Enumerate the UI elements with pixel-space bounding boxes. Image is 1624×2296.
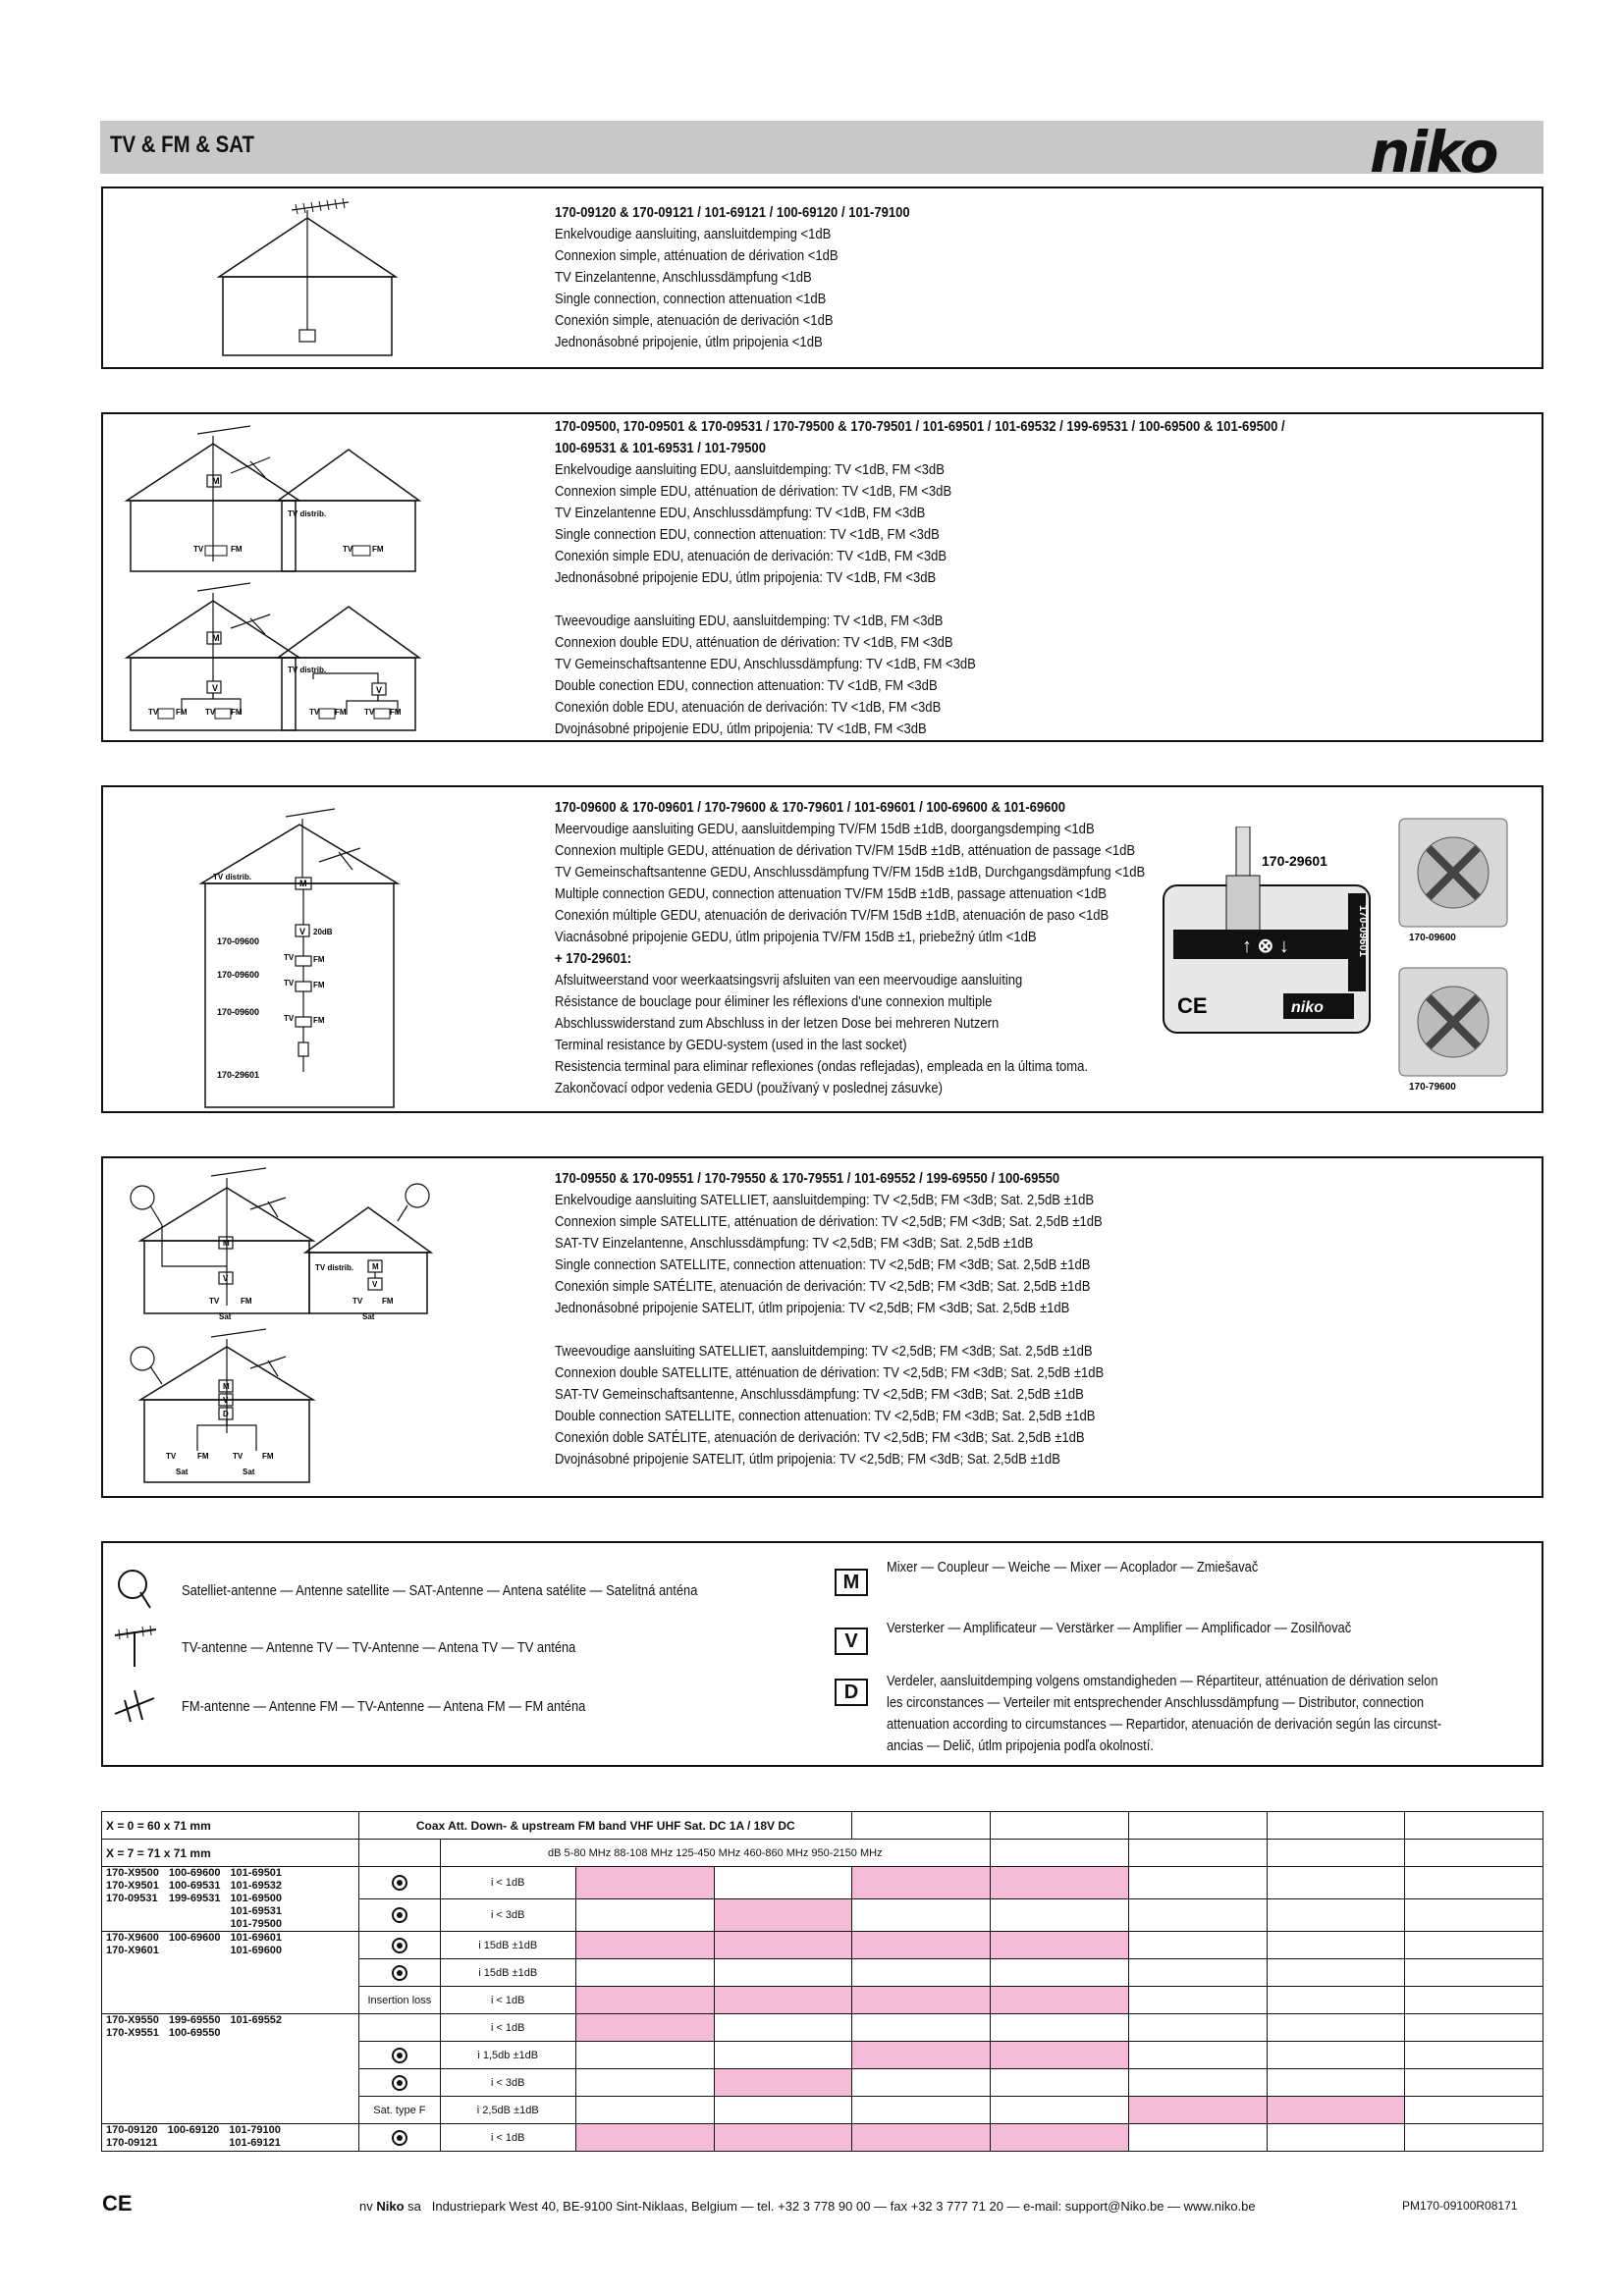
- band-cell: [1128, 1867, 1267, 1899]
- band-cell: [575, 2124, 714, 2152]
- coax-connector-icon: [392, 1907, 407, 1923]
- distributor-key: D: [835, 1679, 868, 1706]
- svg-text:TV: TV: [343, 545, 353, 554]
- svg-text:V: V: [376, 685, 383, 695]
- text-line: Double conection EDU, connection attenuation: TV <1dB, FM <3dB: [555, 677, 938, 694]
- section-single-connection: [101, 187, 1543, 369]
- text-line: Tweevoudige aansluiting SATELLIET, aansluitdemping: TV <2,5dB; FM <3dB; Sat. 2,5dB ±1dB: [555, 1343, 1093, 1360]
- text-line: Enkelvoudige aansluiting SATELLIET, aansluitdemping: TV <2,5dB; FM <3dB; Sat. 2,5dB ±1dB: [555, 1192, 1095, 1208]
- product-code: 101-69121: [229, 2137, 281, 2149]
- text-line: TV Gemeinschaftsantenne GEDU, Anschlussdämpfung TV/FM 15dB ±1dB, Durchgangsdämpfung <1dB: [555, 864, 1146, 881]
- band-cell: [714, 1959, 852, 1987]
- product-codes: [102, 1867, 359, 1932]
- band-cell: [1405, 1867, 1543, 1899]
- band-cell: [852, 2014, 991, 2042]
- product-code: 101-69501: [230, 1867, 283, 1879]
- table-row: [102, 2124, 1543, 2152]
- product-code: 101-69500: [230, 1893, 283, 1904]
- section-satellite: [101, 1156, 1543, 1498]
- attenuation-value: i < 1dB: [440, 2014, 575, 2042]
- band-cell: [1405, 2042, 1543, 2069]
- row-note: Sat. type F: [373, 2104, 426, 2116]
- text-line: SAT-TV Gemeinschaftsantenne, Anschlussdämpfung: TV <2,5dB; FM <3dB; Sat. 2,5dB ±1dB: [555, 1386, 1084, 1403]
- band-cell: [1267, 1932, 1405, 1959]
- band-cell: [991, 1867, 1129, 1899]
- section-title: 170-09550 & 170-09551 / 170-79550 & 170-79551 / 101-69552 / 199-69550 / 100-69550: [555, 1170, 1060, 1187]
- band-cell: [714, 2124, 852, 2152]
- product-code: 100-69600: [168, 1867, 221, 1879]
- product-code: 100-69120: [167, 2124, 220, 2136]
- text-line: Afsluitweerstand voor weerkaatsingsvrij afsluiten van een meervoudige aansluiting: [555, 972, 1023, 988]
- text-line: Multiple connection GEDU, connection attenuation TV/FM 15dB ±1dB, passage attenuation <1dB: [555, 885, 1108, 902]
- product-code: 170-X9500: [106, 1867, 159, 1879]
- band-cell: [1405, 1959, 1543, 1987]
- band-cell: [1267, 2124, 1405, 2152]
- section-1-text: [555, 202, 910, 353]
- product-code: 199-69550: [168, 2014, 221, 2026]
- text-line: SAT-TV Einzelantenne, Anschlussdämpfung: TV <2,5dB; FM <3dB; Sat. 2,5dB ±1dB: [555, 1235, 1034, 1252]
- band-cell: [714, 2042, 852, 2069]
- band-cell: [991, 2014, 1129, 2042]
- house-diagram: [103, 188, 457, 367]
- section-gedu: [101, 785, 1543, 1113]
- attenuation-value: i < 1dB: [440, 1987, 575, 2014]
- svg-text:V: V: [223, 1274, 229, 1283]
- legend: [101, 1541, 1543, 1767]
- coax-cell: [359, 2042, 440, 2069]
- legend-amplifier-text: Versterker — Amplificateur — Verstärker — Amplifier — Amplificador — Zosilňovač: [887, 1620, 1352, 1636]
- termination-module-illustration: [1154, 827, 1380, 1042]
- band-cell: [714, 1987, 852, 2014]
- svg-text:TV distrib.: TV distrib.: [213, 873, 252, 881]
- band-cell: [991, 2097, 1129, 2124]
- text-line: Résistance de bouclage pour éliminer les réflexions d'une connexion multiple: [555, 993, 993, 1010]
- product-code: 170-09531: [106, 1893, 158, 1904]
- svg-text:FM: FM: [335, 708, 347, 717]
- svg-text:TV: TV: [205, 708, 216, 717]
- text-line: Viacnásobné pripojenie GEDU, útlm pripojenia TV/FM 15dB ±1, priebežný útlm <1dB: [555, 929, 1037, 945]
- svg-text:170-29601: 170-29601: [1262, 853, 1327, 869]
- band-cell: [575, 2069, 714, 2097]
- product-code: 100-69600: [168, 1932, 221, 1944]
- band-cell: [1128, 2042, 1267, 2069]
- spec-table: [101, 1811, 1543, 2152]
- svg-text:FM: FM: [231, 708, 243, 717]
- text-line: Jednonásobné pripojenie, útlm pripojenia <1dB: [555, 334, 823, 350]
- table-cell: [991, 1840, 1129, 1867]
- band-cell: [575, 1932, 714, 1959]
- svg-text:TV distrib.: TV distrib.: [288, 509, 327, 518]
- table-header: Coax Att. Down- & upstream FM band VHF UHF Sat. DC 1A / 18V DC: [359, 1812, 852, 1840]
- text-line: Tweevoudige aansluiting EDU, aansluitdemping: TV <1dB, FM <3dB: [555, 613, 944, 629]
- svg-text:FM: FM: [313, 955, 325, 964]
- band-cell: [1267, 1987, 1405, 2014]
- band-cell: [991, 2042, 1129, 2069]
- attenuation-value: i 15dB ±1dB: [440, 1932, 575, 1959]
- product-code: 170-X9600: [106, 1932, 159, 1944]
- svg-text:CE: CE: [1177, 993, 1208, 1018]
- svg-text:FM: FM: [241, 1297, 252, 1306]
- band-cell: [1405, 2014, 1543, 2042]
- text-line: Meervoudige aansluiting GEDU, aansluitdemping TV/FM 15dB ±1dB, doorgangsdemping <1dB: [555, 821, 1095, 837]
- svg-text:TV distrib.: TV distrib.: [288, 666, 327, 674]
- coax-cell: [359, 2124, 440, 2152]
- product-code: 199-69531: [168, 1893, 221, 1904]
- document-code: PM170-09100R08171: [1402, 2199, 1518, 2213]
- table-cell: [1128, 1840, 1267, 1867]
- product-code: 170-09120: [106, 2124, 158, 2136]
- svg-text:TV: TV: [309, 708, 320, 717]
- band-cell: [991, 1932, 1129, 1959]
- band-cell: [1405, 2097, 1543, 2124]
- table-cell: [1267, 1812, 1405, 1840]
- band-cell: [852, 1932, 991, 1959]
- text-line: Abschlusswiderstand zum Abschluss in der letzen Dose bei mehreren Nutzern: [555, 1015, 1000, 1032]
- section-edu: [101, 412, 1543, 742]
- product-code: 170-X9551: [106, 2027, 159, 2039]
- band-cell: [1128, 2014, 1267, 2042]
- band-cell: [852, 2069, 991, 2097]
- text-line: Single connection EDU, connection attenuation: TV <1dB, FM <3dB: [555, 526, 940, 543]
- band-cell: [714, 2069, 852, 2097]
- socket-photos: [1389, 811, 1517, 1105]
- band-cell: [1267, 2014, 1405, 2042]
- svg-text:170-79600: 170-79600: [1409, 1082, 1456, 1093]
- text-line: Enkelvoudige aansluiting EDU, aansluitdemping: TV <1dB, FM <3dB: [555, 461, 945, 478]
- svg-text:M: M: [223, 1239, 230, 1248]
- product-code: 100-69531: [168, 1880, 221, 1892]
- section-title: 170-09500, 170-09501 & 170-09531 / 170-79500 & 170-79501 / 101-69501 / 101-69532 / 199-69531 / 100-69500 & 101-69500 /: [555, 418, 1285, 435]
- svg-text:TV: TV: [284, 979, 295, 988]
- svg-text:20dB: 20dB: [313, 928, 333, 936]
- text-line: TV Einzelantenne, Anschlussdämpfung <1dB: [555, 269, 812, 286]
- svg-text:V: V: [372, 1280, 378, 1289]
- table-header-row: [102, 1812, 1543, 1840]
- band-cell: [575, 2042, 714, 2069]
- band-cell: [1267, 1867, 1405, 1899]
- coax-cell: [359, 2014, 440, 2042]
- table-cell: [1405, 1840, 1543, 1867]
- attenuation-value: i 2,5dB ±1dB: [440, 2097, 575, 2124]
- band-cell: [852, 1899, 991, 1932]
- text-line: Connexion double EDU, atténuation de dérivation: TV <1dB, FM <3dB: [555, 634, 953, 651]
- band-cell: [1128, 1899, 1267, 1932]
- coax-cell: [359, 1932, 440, 1959]
- table-cell: [852, 1812, 991, 1840]
- attenuation-value: i 15dB ±1dB: [440, 1959, 575, 1987]
- band-cell: [1267, 2097, 1405, 2124]
- band-cell: [714, 1932, 852, 1959]
- svg-text:TV: TV: [166, 1452, 177, 1461]
- plus-label: + 170-29601:: [555, 950, 632, 967]
- dimension-label: X = 0 = 60 x 71 mm: [102, 1812, 359, 1840]
- text-line: Double connection SATELLITE, connection attenuation: TV <2,5dB; FM <3dB; Sat. 2,5dB ±1dB: [555, 1408, 1096, 1424]
- coax-connector-icon: [392, 1875, 407, 1891]
- svg-text:FM: FM: [197, 1452, 209, 1461]
- band-cell: [1405, 1899, 1543, 1932]
- table-row: [102, 1867, 1543, 1899]
- section-3-text: [555, 797, 1145, 1099]
- svg-text:Sat: Sat: [176, 1468, 189, 1476]
- product-codes: [102, 2014, 359, 2124]
- niko-logo: niko: [1370, 119, 1497, 186]
- band-cell: [852, 1987, 991, 2014]
- svg-text:TV: TV: [284, 953, 295, 962]
- legend-tv-text: TV-antenne — Antenne TV — TV-Antenne — Antena TV — TV anténa: [182, 1639, 576, 1656]
- attenuation-value: i < 1dB: [440, 1867, 575, 1899]
- band-cell: [714, 2014, 852, 2042]
- text-line: Conexión simple, atenuación de derivación <1dB: [555, 312, 834, 329]
- coax-connector-icon: [392, 2130, 407, 2146]
- svg-text:V: V: [212, 683, 219, 693]
- svg-text:niko: niko: [1291, 999, 1324, 1016]
- svg-text:170-09601: 170-09601: [1357, 905, 1369, 957]
- product-code: 170-X9601: [106, 1945, 159, 1956]
- svg-text:Sat: Sat: [362, 1312, 375, 1321]
- svg-text:↑ ⊗ ↓: ↑ ⊗ ↓: [1242, 935, 1289, 957]
- product-code: 101-79500: [230, 1918, 283, 1930]
- coax-cell: [359, 1987, 440, 2014]
- band-cell: [575, 1987, 714, 2014]
- fm-antenna-icon: [111, 1681, 160, 1730]
- table-row: [102, 2014, 1543, 2042]
- svg-text:170-09600: 170-09600: [1409, 933, 1456, 943]
- band-cell: [1267, 1959, 1405, 1987]
- attenuation-value: i < 1dB: [440, 2124, 575, 2152]
- svg-text:M: M: [372, 1262, 379, 1271]
- row-note: Insertion loss: [367, 1994, 432, 2006]
- section-title-2: 100-69531 & 101-69531 / 101-79500: [555, 440, 766, 456]
- svg-text:FM: FM: [313, 1016, 325, 1025]
- svg-text:170-09600: 170-09600: [217, 936, 260, 946]
- product-code: 101-69531: [230, 1905, 283, 1917]
- table-cell: [1405, 1812, 1543, 1840]
- band-cell: [991, 1987, 1129, 2014]
- svg-text:M: M: [223, 1382, 230, 1391]
- text-line: Connexion simple EDU, atténuation de dérivation: TV <1dB, FM <3dB: [555, 483, 952, 500]
- svg-text:FM: FM: [313, 981, 325, 989]
- svg-text:TV: TV: [209, 1297, 220, 1306]
- band-cell: [1267, 2069, 1405, 2097]
- text-line: Jednonásobné pripojenie SATELIT, útlm pripojenia: TV <2,5dB; FM <3dB; Sat. 2,5dB ±1dB: [555, 1300, 1070, 1316]
- product-codes: [102, 1932, 359, 2014]
- band-cell: [714, 1899, 852, 1932]
- company-line: nv Niko sa Industriepark West 40, BE-9100 Sint-Niklaas, Belgium — tel. +32 3 778 90 00 — fax +32 3 777 71 20 — e-mail: support@Niko.be — www.niko.be: [359, 2199, 1256, 2214]
- text-line: Resistencia terminal para eliminar reflexiones (ondas reflejadas), empleada en la última toma.: [555, 1058, 1089, 1075]
- tv-antenna-icon: [111, 1622, 160, 1671]
- svg-text:D: D: [223, 1410, 229, 1418]
- band-cell: [575, 2097, 714, 2124]
- band-cell: [1128, 2069, 1267, 2097]
- coax-cell: [359, 1899, 440, 1932]
- svg-text:170-29601: 170-29601: [217, 1070, 260, 1080]
- text-line: Connexion simple SATELLITE, atténuation de dérivation: TV <2,5dB; FM <3dB; Sat. 2,5dB ±1dB: [555, 1213, 1103, 1230]
- svg-text:FM: FM: [231, 545, 243, 554]
- svg-text:FM: FM: [372, 545, 384, 554]
- text-line: Single connection, connection attenuation <1dB: [555, 291, 827, 307]
- svg-text:TV: TV: [193, 545, 204, 554]
- product-code: 101-69532: [230, 1880, 283, 1892]
- text-line: Connexion multiple GEDU, atténuation de dérivation TV/FM 15dB ±1dB, atténuation de passage <1dB: [555, 842, 1136, 859]
- product-code: 170-X9550: [106, 2014, 159, 2026]
- table-subheader-row: [102, 1840, 1543, 1867]
- svg-text:TV: TV: [148, 708, 159, 717]
- attenuation-value: i 1,5db ±1dB: [440, 2042, 575, 2069]
- svg-text:M: M: [299, 879, 307, 888]
- svg-text:FM: FM: [390, 708, 402, 717]
- product-code: 170-X9501: [106, 1880, 159, 1892]
- text-line: Dvojnásobné pripojenie SATELIT, útlm pripojenia: TV <2,5dB; FM <3dB; Sat. 2,5dB ±1dB: [555, 1451, 1060, 1468]
- attenuation-value: i < 3dB: [440, 2069, 575, 2097]
- band-cell: [1405, 1987, 1543, 2014]
- text-line: Connexion simple, atténuation de dérivation <1dB: [555, 247, 839, 264]
- band-cell: [1405, 2124, 1543, 2152]
- band-cell: [852, 1867, 991, 1899]
- svg-text:TV: TV: [364, 708, 375, 717]
- band-cell: [991, 1959, 1129, 1987]
- svg-text:TV distrib.: TV distrib.: [315, 1263, 354, 1272]
- table-cell: [359, 1840, 440, 1867]
- section-title: 170-09600 & 170-09601 / 170-79600 & 170-79601 / 101-69601 / 100-69600 & 101-69600: [555, 799, 1065, 816]
- section-4-text: [555, 1168, 1104, 1470]
- band-cell: [1405, 2069, 1543, 2097]
- coax-cell: [359, 1959, 440, 1987]
- product-code: 100-69550: [168, 2027, 221, 2039]
- coax-cell: [359, 1867, 440, 1899]
- band-cell: [1128, 2097, 1267, 2124]
- svg-text:V: V: [299, 927, 306, 936]
- text-line: Enkelvoudige aansluiting, aansluitdemping <1dB: [555, 226, 832, 242]
- text-line: Jednonásobné pripojenie EDU, útlm pripojenia: TV <1dB, FM <3dB: [555, 569, 937, 586]
- edu-diagrams: [103, 414, 515, 740]
- legend-fm-text: FM-antenne — Antenne FM — TV-Antenne — Antena FM — FM anténa: [182, 1698, 586, 1715]
- coax-cell: [359, 2097, 440, 2124]
- svg-text:Sat: Sat: [243, 1468, 255, 1476]
- product-code: 170-09121: [106, 2137, 158, 2149]
- band-cell: [714, 2097, 852, 2124]
- text-line: Zakončovací odpor vedenia GEDU (používaný v poslednej zásuvke): [555, 1080, 943, 1096]
- legend-distributor-text: Verdeler, aansluitdemping volgens omstandigheden — Répartiteur, atténuation de dérivation selon les circonstances — Verteiler mit entsprechender Anschlussdämpfung — Distributor, connection attenuation according to circumstances — Repartidor, atenuación de derivación según las circunst- ancias — Delič, útlm pripojenia podľa okolností.: [887, 1673, 1442, 1754]
- coax-connector-icon: [392, 2048, 407, 2063]
- amplifier-key: V: [835, 1628, 868, 1655]
- coax-connector-icon: [392, 2075, 407, 2091]
- band-cell: [991, 1899, 1129, 1932]
- table-cell: [1128, 1812, 1267, 1840]
- svg-text:TV: TV: [233, 1452, 244, 1461]
- svg-text:FM: FM: [262, 1452, 274, 1461]
- product-code: 101-69552: [230, 2014, 283, 2026]
- coax-connector-icon: [392, 1965, 407, 1981]
- text-line: Dvojnásobné pripojenie EDU, útlm pripojenia: TV <1dB, FM <3dB: [555, 721, 927, 737]
- svg-text:Sat: Sat: [219, 1312, 232, 1321]
- text-line: Conexión doble EDU, atenuación de derivación: TV <1dB, FM <3dB: [555, 699, 942, 716]
- band-cell: [852, 2097, 991, 2124]
- band-cell: [991, 2124, 1129, 2152]
- satellite-antenna-icon: [111, 1563, 160, 1612]
- table-row: [102, 1932, 1543, 1959]
- table-cell: [991, 1812, 1129, 1840]
- satellite-diagrams: [103, 1158, 515, 1496]
- band-cell: [575, 1959, 714, 1987]
- band-cell: [1267, 1899, 1405, 1932]
- frequency-bands: dB 5-80 MHz 88-108 MHz 125-450 MHz 460-860 MHz 950-2150 MHz: [440, 1840, 991, 1867]
- text-line: Connexion double SATELLITE, atténuation de dérivation: TV <2,5dB; FM <3dB; Sat. 2,5dB ±1dB: [555, 1364, 1105, 1381]
- svg-text:M: M: [212, 633, 220, 643]
- text-line: TV Gemeinschaftsantenne EDU, Anschlussdämpfung: TV <1dB, FM <3dB: [555, 656, 976, 672]
- svg-text:TV: TV: [352, 1297, 363, 1306]
- band-cell: [575, 1899, 714, 1932]
- table-cell: [1267, 1840, 1405, 1867]
- band-cell: [1128, 2124, 1267, 2152]
- band-cell: [1128, 1959, 1267, 1987]
- text-line: Conexión simple SATÉLITE, atenuación de derivación: TV <2,5dB; FM <3dB; Sat. 2,5dB ±1dB: [555, 1278, 1091, 1295]
- product-code: 101-69601: [230, 1932, 283, 1944]
- band-cell: [575, 2014, 714, 2042]
- svg-text:V: V: [223, 1396, 229, 1405]
- text-line: TV Einzelantenne EDU, Anschlussdämpfung: TV <1dB, FM <3dB: [555, 505, 926, 521]
- legend-mixer-text: Mixer — Coupleur — Weiche — Mixer — Acoplador — Zmiešavač: [887, 1559, 1259, 1575]
- text-line: Terminal resistance by GEDU-system (used in the last socket): [555, 1037, 907, 1053]
- legend-satellite-text: Satelliet-antenne — Antenne satellite — SAT-Antenne — Antena satélite — Satelitná anténa: [182, 1582, 698, 1599]
- svg-text:M: M: [212, 476, 220, 486]
- band-cell: [852, 1959, 991, 1987]
- coax-cell: [359, 2069, 440, 2097]
- band-cell: [852, 2042, 991, 2069]
- section-title: 170-09120 & 170-09121 / 101-69121 / 100-69120 / 101-79100: [555, 204, 910, 221]
- band-cell: [1405, 1932, 1543, 1959]
- band-cell: [714, 1867, 852, 1899]
- product-code: 101-69600: [230, 1945, 283, 1956]
- text-line: Conexión simple EDU, atenuación de derivación: TV <1dB, FM <3dB: [555, 548, 947, 564]
- product-code: 101-79100: [229, 2124, 281, 2136]
- section-2-text: [555, 416, 1285, 740]
- svg-text:170-09600: 170-09600: [217, 970, 260, 980]
- band-cell: [1128, 1987, 1267, 2014]
- text-line: Conexión doble SATÉLITE, atenuación de derivación: TV <2,5dB; FM <3dB; Sat. 2,5dB ±1dB: [555, 1429, 1085, 1446]
- gedu-diagram: [103, 787, 496, 1111]
- mixer-key: M: [835, 1569, 868, 1596]
- svg-text:FM: FM: [176, 708, 188, 717]
- ce-mark: CE: [102, 2191, 133, 2216]
- svg-text:170-09600: 170-09600: [217, 1007, 260, 1017]
- text-line: Single connection SATELLITE, connection attenuation: TV <2,5dB; FM <3dB; Sat. 2,5dB ±1dB: [555, 1256, 1091, 1273]
- band-cell: [575, 1867, 714, 1899]
- band-cell: [852, 2124, 991, 2152]
- text-line: Conexión múltiple GEDU, atenuación de derivación TV/FM 15dB ±1dB, atenuación de paso <1dB: [555, 907, 1110, 924]
- coax-connector-icon: [392, 1938, 407, 1953]
- band-cell: [1267, 2042, 1405, 2069]
- band-cell: [1128, 1932, 1267, 1959]
- header-bar: [100, 121, 1543, 174]
- svg-text:TV: TV: [284, 1014, 295, 1023]
- product-codes: [102, 2124, 359, 2152]
- page-title: TV & FM & SAT: [110, 132, 254, 158]
- svg-text:FM: FM: [382, 1297, 394, 1306]
- attenuation-value: i < 3dB: [440, 1899, 575, 1932]
- band-cell: [991, 2069, 1129, 2097]
- dimension-label: X = 7 = 71 x 71 mm: [102, 1840, 359, 1867]
